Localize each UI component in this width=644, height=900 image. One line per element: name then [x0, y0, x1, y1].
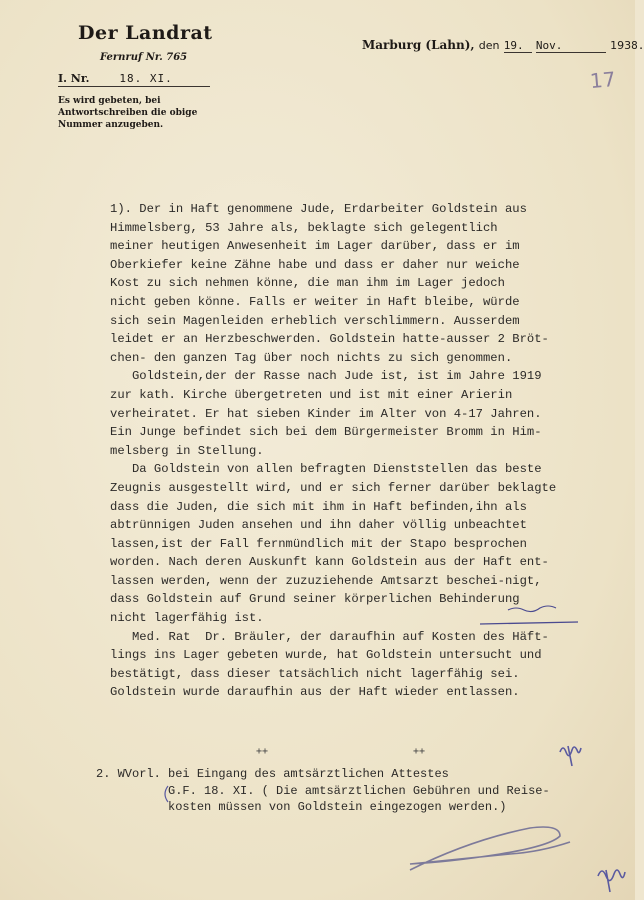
- section-1-line: Himmelsberg, 53 Jahre als, beklagte sich gelegentlich: [110, 220, 498, 235]
- section-1-line: Ein Junge befindet sich bei dem Bürgermeister Bromm in Him-: [110, 425, 542, 440]
- section-1-line: dass Goldstein auf Grund seiner körperlichen Behinderung: [110, 592, 520, 607]
- section-1-line: Goldstein,der der Rasse nach Jude ist, ist im Jahre 1919: [110, 369, 542, 384]
- section-1-line: Kost zu sich nehmen könne, die man ihm im Lager jedoch: [110, 276, 505, 291]
- section-1-line: bestätigt, dass dieser tatsächlich nicht lagerfähig sei.: [110, 666, 520, 681]
- ref-value: 18. XI.: [119, 72, 173, 85]
- pencil-flourish: [410, 827, 570, 870]
- initials-signature-1: [560, 746, 581, 766]
- section-1-line: zur kath. Kirche übergetreten und ist mit einer Arierin: [110, 387, 513, 402]
- section-1-line: lings ins Lager gebeten wurde, hat Goldstein untersucht und: [110, 648, 542, 663]
- place: Marburg (Lahn),: [362, 38, 475, 52]
- section-2-line: G.F. 18. XI. ( Die amtsärztlichen Gebühren und Reise-: [96, 783, 550, 798]
- section-1-line: nicht lagerfähig ist.: [110, 611, 264, 626]
- section-1-line: sich sein Magenleiden erheblich verschlimmern. Ausserdem: [110, 313, 520, 328]
- den-label: den: [478, 39, 500, 52]
- correction-insertion: [508, 606, 556, 612]
- section-1-line: abtrünnigen Juden ansehen und ihn daher völlig unbeachtet: [110, 518, 527, 533]
- section-1-line: Oberkiefer keine Zähne habe und dass er daher nur weiche: [110, 257, 520, 272]
- section-1-line: meiner heutigen Anwesenheit im Lager darüber, dass er im: [110, 239, 520, 254]
- initials-signature-2: [598, 870, 625, 892]
- year-suffix: 8.: [631, 39, 644, 52]
- section-1-line: Da Goldstein von allen befragten Dienststellen das beste: [110, 462, 542, 477]
- section-2-line: 2. WVorl. bei Eingang des amtsärztlichen Attestes: [96, 767, 449, 781]
- section-1-line: 1). Der in Haft genommene Jude, Erdarbeiter Goldstein aus: [110, 202, 527, 216]
- section-1-line: worden. Nach deren Auskunft kann Goldstein aus der Haft ent-: [110, 555, 549, 570]
- letterhead-organization: Der Landrat: [78, 22, 213, 44]
- reply-instruction: Es wird gebeten, bei Antwortschreiben die obige Nummer anzugeben.: [58, 96, 198, 130]
- correction-strikethrough: [480, 622, 578, 624]
- section-1-line: leidet er an Herzbeschwerden. Goldstein hatte-ausser 2 Bröt-: [110, 332, 549, 347]
- section-1-line: Zeugnis ausgestellt wird, und er sich ferner darüber beklagte: [110, 480, 557, 495]
- section-1-line: Goldstein wurde daraufhin aus der Haft wieder entlassen.: [110, 685, 520, 700]
- year-prefix: 193: [610, 39, 632, 52]
- margin-mark-right: ++: [413, 746, 426, 757]
- section-1-line: lassen,ist der Fall fernmündlich mit der Stapo besprochen: [110, 536, 527, 551]
- section-1-line: melsberg in Stellung.: [110, 443, 264, 458]
- bracket-mark: [165, 786, 168, 802]
- archive-page-number: 17: [589, 66, 617, 94]
- date-day: 19.: [504, 39, 532, 53]
- section-2-line: kosten müssen von Goldstein eingezogen werden.): [96, 800, 507, 814]
- section-1-line: dass die Juden, die sich mit ihm in Haft befinden,ihn als: [110, 499, 527, 514]
- section-1-line: Med. Rat Dr. Bräuler, der daraufhin auf Kosten des Häft-: [110, 629, 549, 644]
- date-month: Nov.: [536, 39, 606, 53]
- margin-mark-left: ++: [256, 746, 269, 757]
- section-1-line: lassen werden, wenn der zuzuziehende Amtsarzt beschei-nigt,: [110, 573, 542, 588]
- section-1-line: verheiratet. Er hat sieben Kinder im Alter von 4-17 Jahren.: [110, 406, 542, 421]
- ref-label: I. Nr.: [58, 72, 90, 85]
- section-1-line: nicht geben könne. Falls er weiter in Haft bleibe, würde: [110, 294, 520, 309]
- section-1-line: chen- den ganzen Tag über noch nichts zu sich genommen.: [110, 350, 513, 365]
- letterhead-phone: Fernruf Nr. 765: [100, 52, 188, 63]
